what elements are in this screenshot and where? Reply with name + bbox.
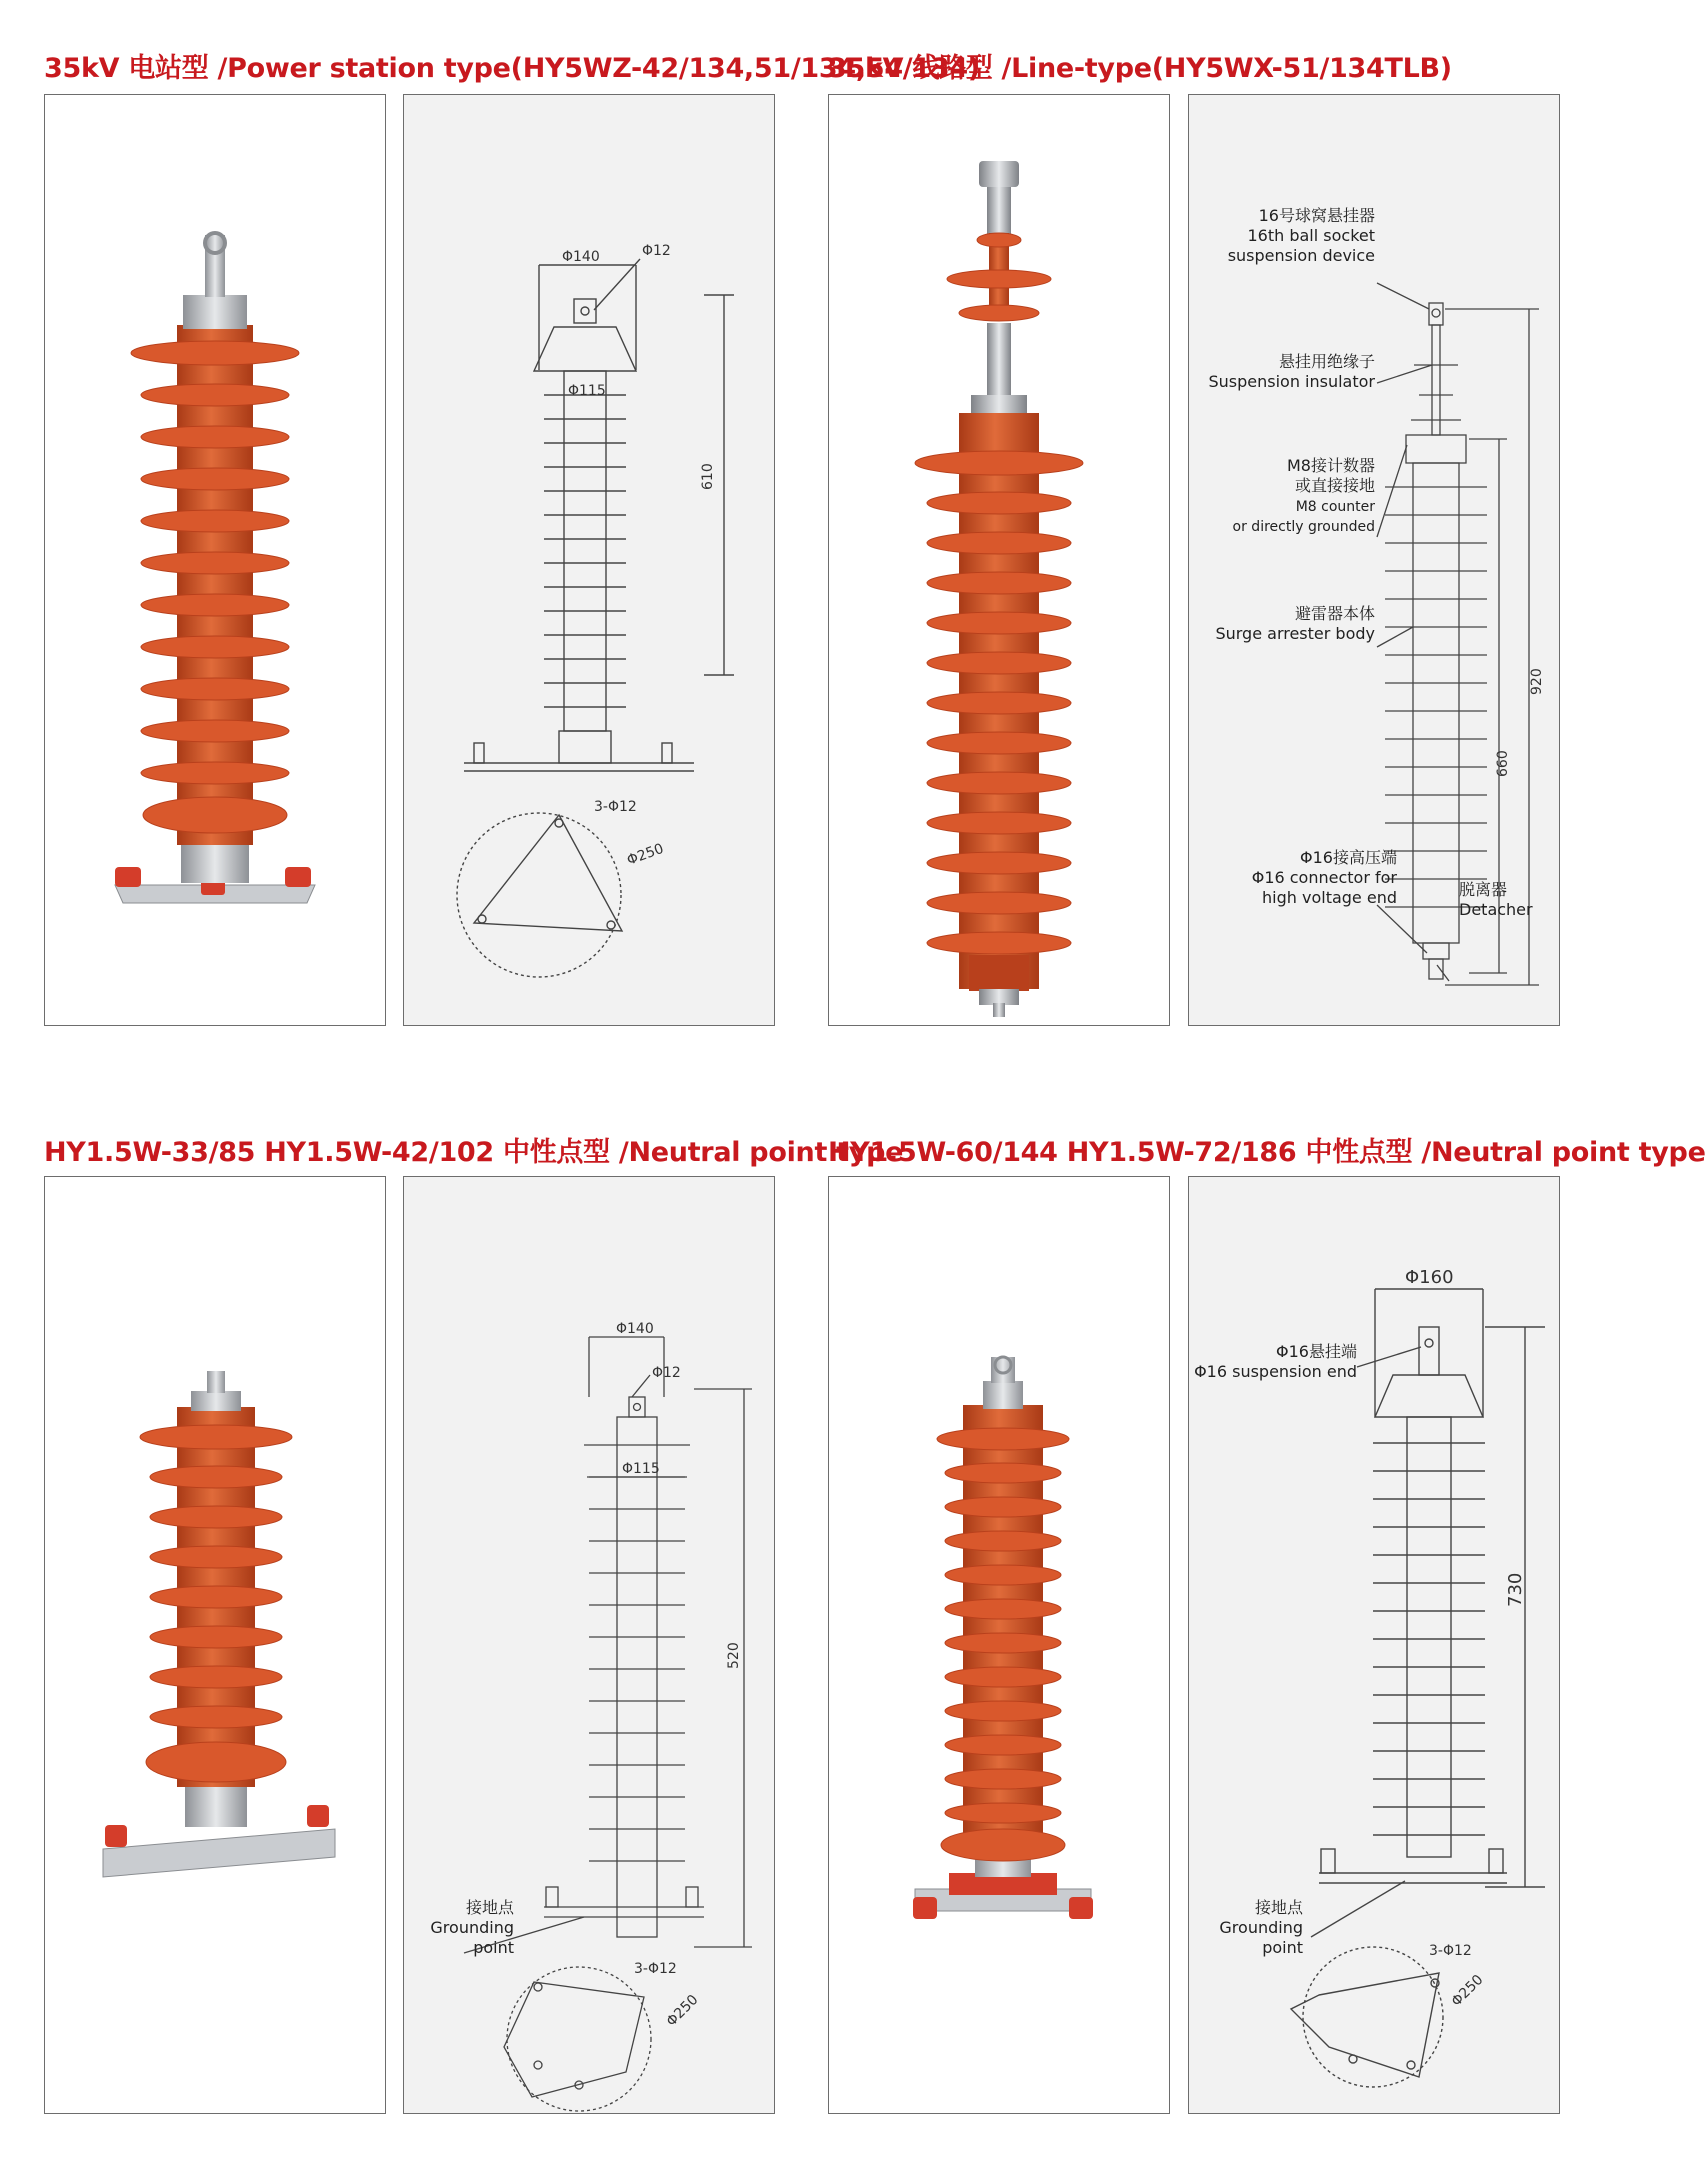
label-body-en: Surge arrester body (1215, 624, 1375, 643)
dim-base-circle: Φ250 (624, 840, 666, 869)
dim-terminal: Φ12 (652, 1365, 681, 1381)
label-ground-cn: 接地点 (1254, 1898, 1303, 1917)
technical-drawing-line-type (1189, 95, 1561, 1027)
photo-panel-neutral-point-2 (828, 1176, 1170, 2114)
label-suspension-en: Φ16 suspension end (1194, 1362, 1357, 1381)
arrester-photo-power-station (45, 95, 387, 1027)
section-title-power-station: 35kV 电站型 /Power station type(HY5WZ-42/134,51/134,54/134) (44, 53, 980, 84)
dim-top-diameter: Φ160 (1405, 1267, 1454, 1288)
label-counter-en1: M8 counter (1295, 499, 1375, 515)
dim-top-diameter: Φ140 (616, 1321, 654, 1337)
photo-panel-line-type (828, 94, 1170, 1026)
label-connector-en1: Φ16 connector for (1251, 868, 1397, 887)
technical-drawing-neutral-point-1 (404, 1177, 776, 2115)
dim-height: 610 (700, 463, 716, 490)
label-ball-socket-en2: suspension device (1227, 246, 1375, 265)
label-body-cn: 避雷器本体 (1294, 604, 1375, 623)
dim-body-height: 660 (1495, 750, 1511, 777)
label-detacher-en: Detacher (1459, 900, 1533, 919)
dim-holes: 3-Φ12 (594, 799, 637, 815)
technical-drawing-neutral-point-2 (1189, 1177, 1561, 2115)
dim-holes: 3-Φ12 (1429, 1943, 1472, 1959)
drawing-panel-power-station (403, 94, 775, 1026)
drawing-panel-neutral-point-2 (1188, 1176, 1560, 2114)
photo-panel-power-station (44, 94, 386, 1026)
label-counter-cn2: 或直接接地 (1294, 476, 1375, 495)
label-ball-socket-cn: 16号球窝悬挂器 (1258, 206, 1375, 225)
drawing-panel-line-type (1188, 94, 1560, 1026)
technical-drawing-power-station (404, 95, 776, 1027)
label-connector-en2: high voltage end (1262, 888, 1397, 907)
label-suspension-cn: Φ16悬挂端 (1276, 1342, 1357, 1361)
label-connector-cn: Φ16接高压端 (1300, 848, 1397, 867)
drawing-panel-neutral-point-1 (403, 1176, 775, 2114)
arrester-photo-line-type (829, 95, 1171, 1027)
dim-base-circle: Φ250 (1448, 1971, 1487, 2010)
label-insulator-cn: 悬挂用绝缘子 (1278, 352, 1375, 371)
section-title-neutral-point-2: HY1.5W-60/144 HY1.5W-72/186 中性点型 /Neutral point type (828, 1137, 1706, 1168)
arrester-photo-neutral-point-2 (829, 1177, 1171, 2115)
dim-shed-diameter: Φ115 (568, 383, 606, 399)
label-ground-en2: point (473, 1938, 514, 1957)
dim-base-circle: Φ250 (663, 1991, 702, 2030)
dim-total-height: 920 (1529, 668, 1545, 695)
label-detacher-cn: 脱离器 (1459, 880, 1508, 899)
dim-height: 520 (726, 1642, 742, 1669)
dim-top-diameter: Φ140 (562, 249, 600, 265)
label-counter-cn1: M8接计数器 (1287, 456, 1375, 475)
dim-shed-diameter: Φ115 (622, 1461, 660, 1477)
label-ball-socket-en1: 16th ball socket (1247, 226, 1375, 245)
section-title-neutral-point-1: HY1.5W-33/85 HY1.5W-42/102 中性点型 /Neutral point type (44, 1137, 904, 1168)
label-ground-en1: Grounding (430, 1918, 514, 1937)
photo-panel-neutral-point-1 (44, 1176, 386, 2114)
label-insulator-en: Suspension insulator (1208, 372, 1375, 391)
label-ground-en1: Grounding (1219, 1918, 1303, 1937)
label-ground-cn: 接地点 (465, 1898, 514, 1917)
section-title-line-type: 35kV 线路型 /Line-type(HY5WX-51/134TLB) (828, 53, 1452, 84)
label-counter-en2: or directly grounded (1232, 519, 1375, 535)
dim-height: 730 (1505, 1572, 1526, 1607)
arrester-photo-neutral-point-1 (45, 1177, 387, 2115)
label-ground-en2: point (1262, 1938, 1303, 1957)
dim-holes: 3-Φ12 (634, 1961, 677, 1977)
dim-terminal: Φ12 (642, 243, 671, 259)
